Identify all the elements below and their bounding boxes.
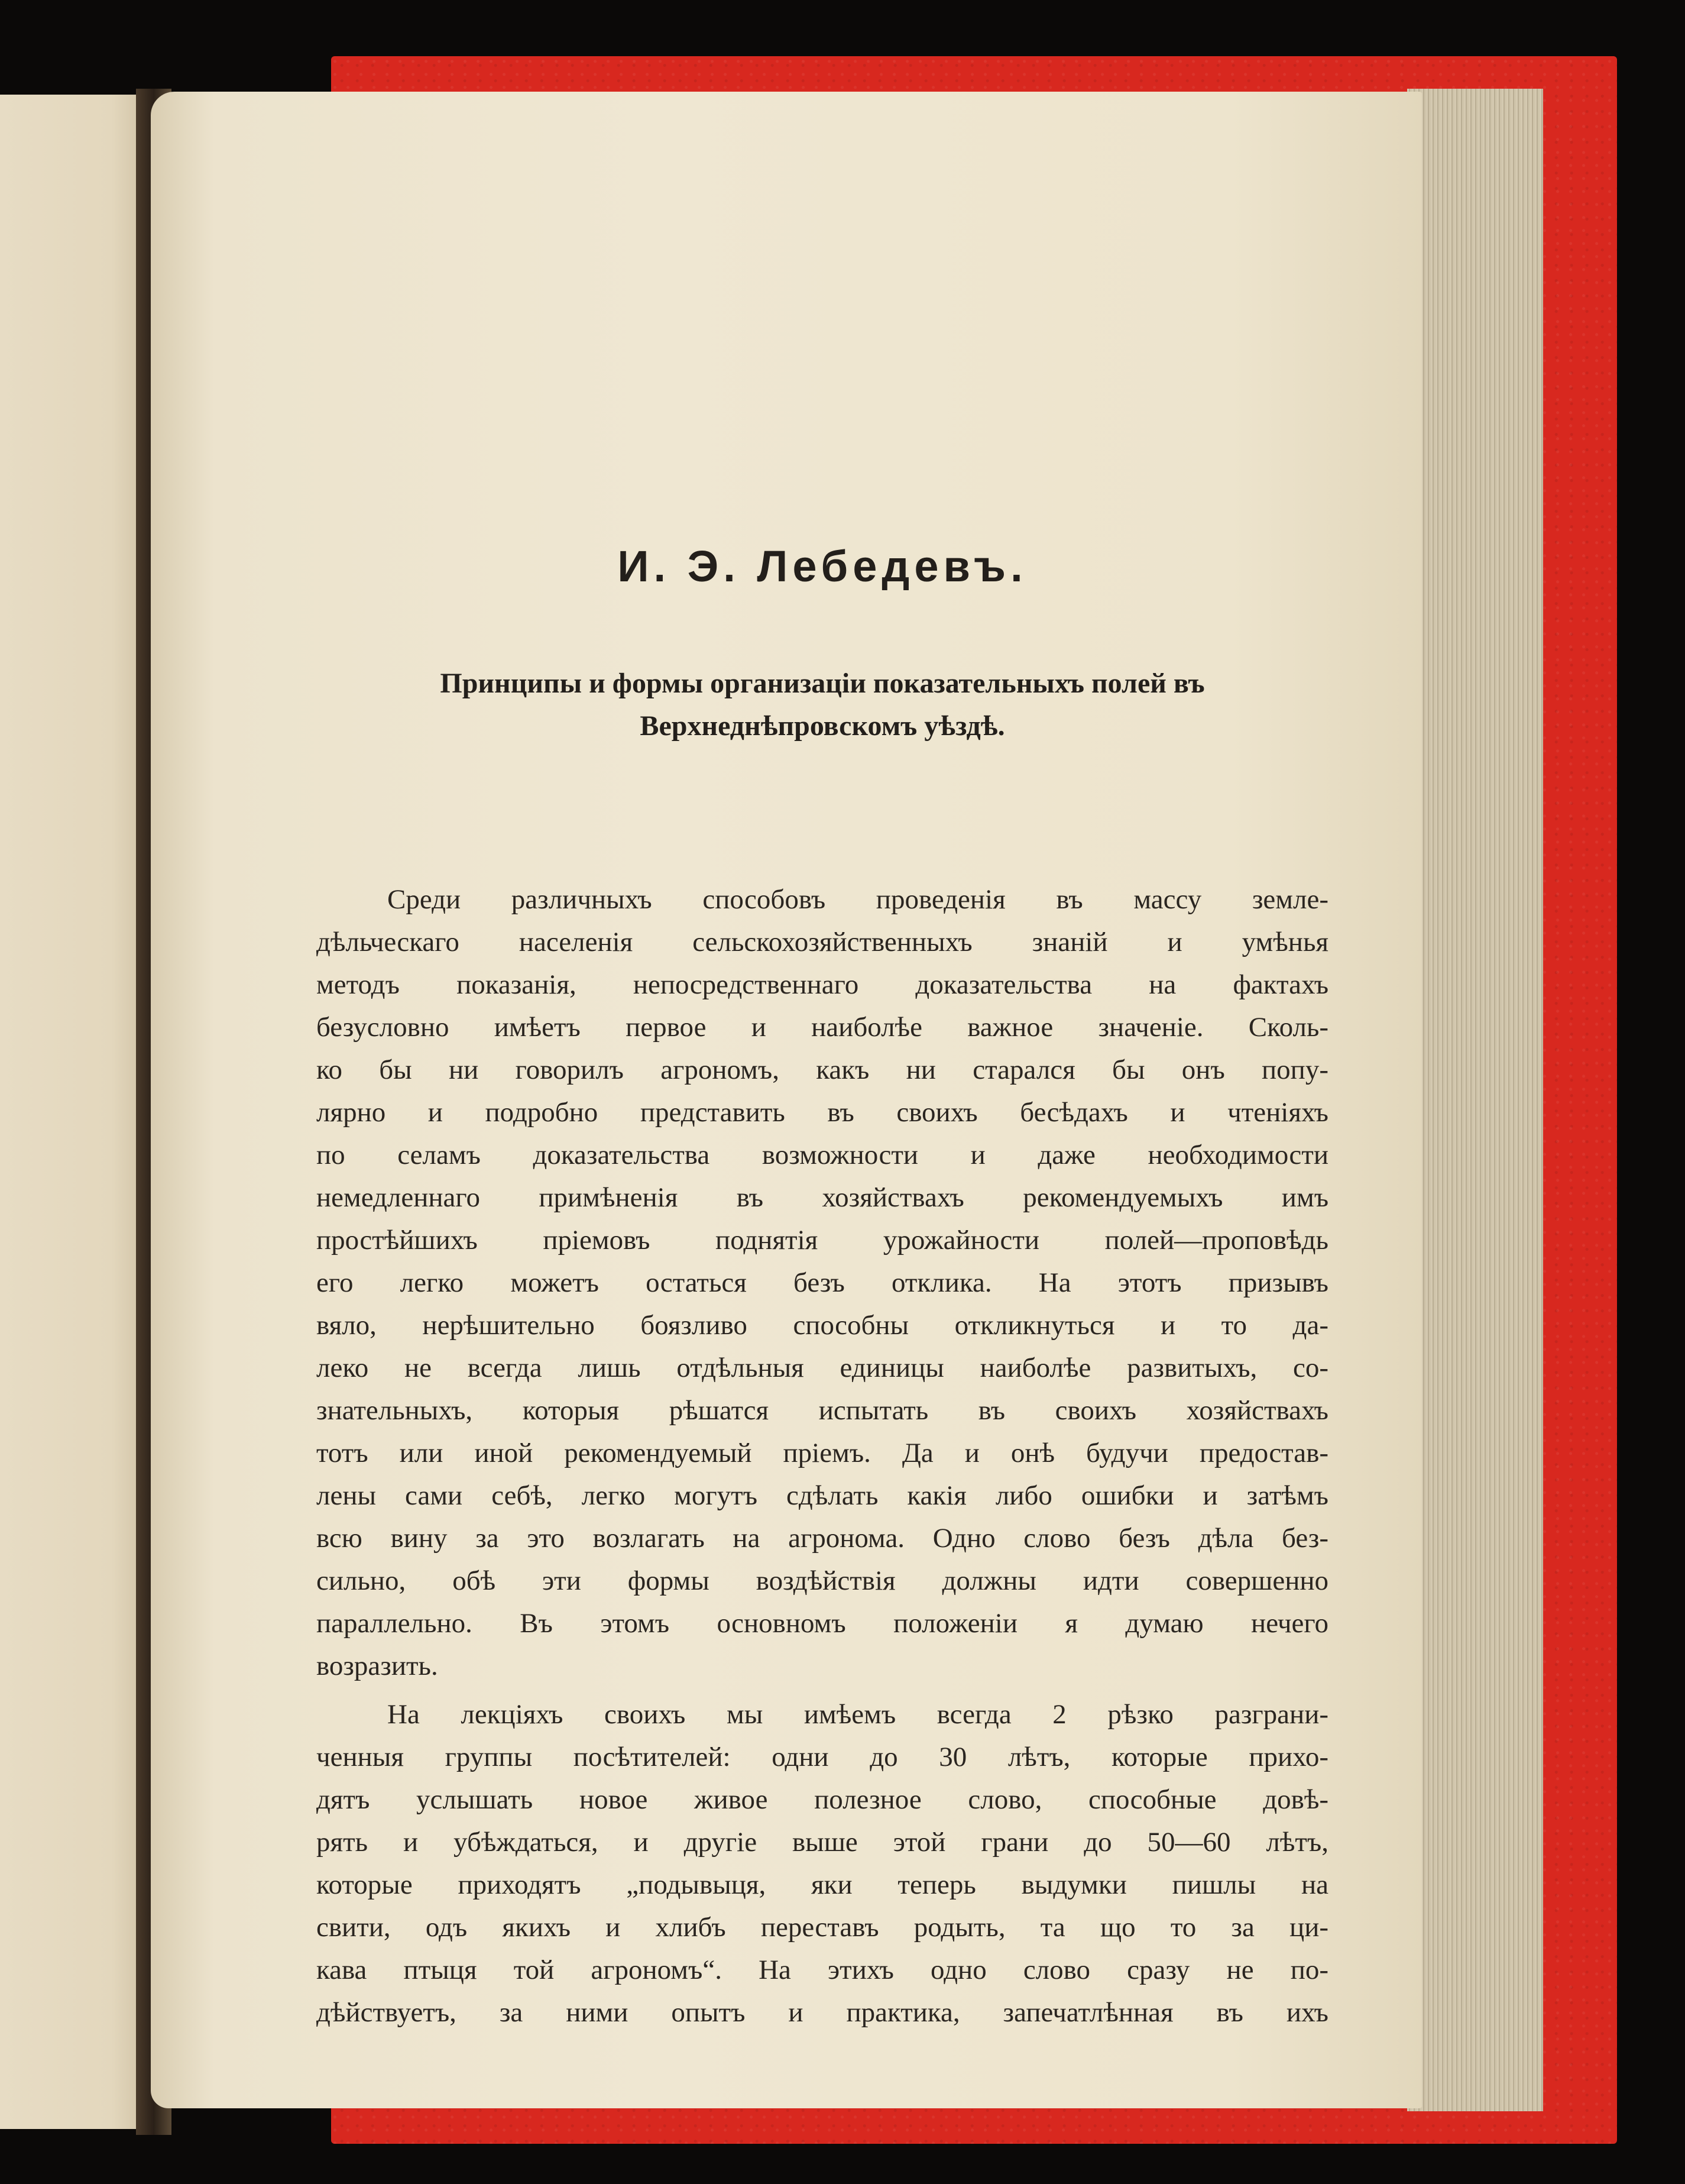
text-line: дѣйствуетъ, за ними опытъ и практика, запечатлѣнная въ ихъ bbox=[316, 1997, 1328, 2028]
text-line: ко бы ни говорилъ агрономъ, какъ ни старался бы онъ попу- bbox=[316, 1054, 1328, 1085]
text-line: На лекціяхъ своихъ мы имѣемъ всегда 2 рѣзко разграни- bbox=[387, 1699, 1328, 1730]
text-line: простѣйшихъ пріемовъ поднятія урожайности полей—проповѣдь bbox=[316, 1225, 1328, 1256]
text-line: лярно и подробно представить въ своихъ бесѣдахъ и чтеніяхъ bbox=[316, 1097, 1328, 1128]
text-line: леко не всегда лишь отдѣльныя единицы наиболѣе развитыхъ, со- bbox=[316, 1353, 1328, 1383]
text-line: Среди различныхъ способовъ проведенія въ массу земле- bbox=[387, 884, 1328, 915]
text-line: возразить. bbox=[316, 1651, 438, 1681]
author-heading: И. Э. Лебедевъ. bbox=[617, 542, 1028, 591]
page-block-edge bbox=[1407, 89, 1543, 2111]
book-page bbox=[151, 92, 1422, 2108]
article-title bbox=[316, 662, 1328, 748]
text-line: которые приходятъ „подывыця, яки теперь выдумки пишлы на bbox=[316, 1869, 1328, 1900]
text-line: знательныхъ, которыя рѣшатся испытать въ своихъ хозяйствахъ bbox=[316, 1395, 1328, 1426]
text-line: ченныя группы посѣтителей: одни до 30 лѣтъ, которые прихо- bbox=[316, 1742, 1328, 1772]
text-line: кава птыця той агрономъ“. На этихъ одно слово сразу не по- bbox=[316, 1955, 1328, 1985]
text-line: сильно, обѣ эти формы воздѣйствія должны идти совершенно bbox=[316, 1565, 1328, 1596]
text-line: лены сами себѣ, легко могутъ сдѣлать какія либо ошибки и затѣмъ bbox=[316, 1480, 1328, 1511]
text-line: рять и убѣждаться, и другіе выше этой грани до 50—60 лѣтъ, bbox=[316, 1827, 1328, 1858]
text-line: параллельно. Въ этомъ основномъ положеніи я думаю нечего bbox=[316, 1608, 1328, 1639]
text-line: всю вину за это возлагать на агронома. Одно слово безъ дѣла без- bbox=[316, 1523, 1328, 1554]
text-line: методъ показанія, непосредственнаго доказательства на фактахъ bbox=[316, 969, 1328, 1000]
text-line: дѣльческаго населенія сельскохозяйственныхъ знаній и умѣнья bbox=[316, 927, 1328, 957]
title-line: Верхнеднѣпровскомъ уѣздѣ. bbox=[640, 710, 1005, 742]
title-line: Принципы и формы организаціи показательныхъ полей въ bbox=[440, 668, 1205, 699]
text-line: дятъ услышать новое живое полезное слово, способные довѣ- bbox=[316, 1784, 1328, 1815]
text-line: вяло, нерѣшительно боязливо способны откликнуться и то да- bbox=[316, 1310, 1328, 1341]
text-line: свити, одъ якихъ и хлибъ переставъ родыть, та що то за ци- bbox=[316, 1912, 1328, 1943]
text-line: по селамъ доказательства возможности и даже необходимости bbox=[316, 1140, 1328, 1170]
text-line: немедленнаго примѣненія въ хозяйствахъ рекомендуемыхъ имъ bbox=[316, 1182, 1328, 1213]
text-line: безусловно имѣетъ первое и наиболѣе важное значеніе. Сколь- bbox=[316, 1012, 1328, 1043]
text-line: его легко можетъ остаться безъ отклика. На этотъ призывъ bbox=[316, 1267, 1328, 1298]
text-line: тотъ или иной рекомендуемый пріемъ. Да и онѣ будучи предостав- bbox=[316, 1438, 1328, 1468]
